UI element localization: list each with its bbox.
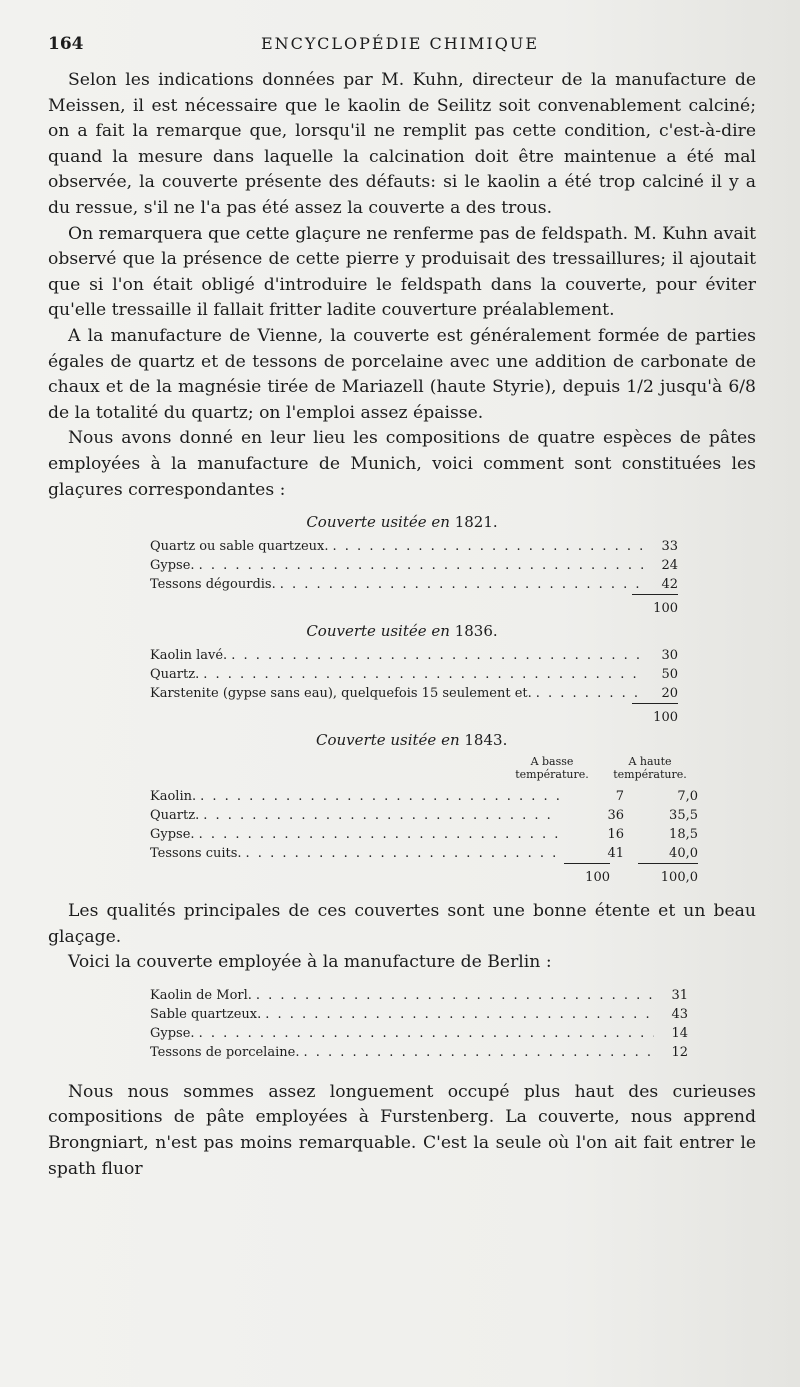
paragraph: A la manufacture de Vienne, la couverte est généralement formée de parties égales de quartz et de tessons de porcelaine avec une addition de carbonate de chaux et de la magnésie tirée de Mariazell (haute Styrie), depuis 1/2 jusqu'à 6/8 de la totalité du quartz; on l'emploi assez épaisse. xyxy=(48,325,756,423)
paragraph: Nous nous sommes assez longuement occupé plus haut des curieuses compositions de pâte employées à Furstenberg. La couverte, nous apprend Brongniart, n'est pas moins remarquable. C'est la seule où l'on ait fait entrer le spath fluor xyxy=(48,1081,756,1179)
paragraph: Selon les indications données par M. Kuhn, directeur de la manufacture de Meissen, il est nécessaire que le kaolin de Seilitz soit convenablement calciné; on a fait la remarque que, lorsqu'il ne remplit pas cette condition, c'est-à-dire quand la mesure dans laquelle la calcination doit être maintenue a été mal observée, la couverte présente des défauts: si le kaolin a été trop calciné il y a du ressue, s'il ne l'a pas été assez la couverte a des trous. xyxy=(48,70,756,218)
table-total: 100 xyxy=(150,703,678,727)
page-header xyxy=(48,34,752,58)
table-row: Tessons de porcelaine. . . . 12 xyxy=(150,1043,688,1062)
table-row: Gypse. . . . 16 18,5 xyxy=(150,825,698,844)
paragraph: Les qualités principales de ces couvertes sont une bonne étente et un beau glaçage. xyxy=(48,901,756,947)
table-1843 xyxy=(150,755,698,887)
table-total: 100 xyxy=(150,594,678,618)
page-number: 164 xyxy=(48,34,84,54)
col-high-temp: A haute température. xyxy=(613,755,687,782)
table-caption-1821: Couverte usitée en 1821. xyxy=(306,513,498,532)
table-row: Tessons dégourdis. . . . 42 xyxy=(150,575,678,594)
table-caption-1836: Couverte usitée en 1836. xyxy=(306,622,498,641)
table-row: Sable quartzeux. . . . 43 xyxy=(150,1005,688,1024)
table-header xyxy=(150,755,698,781)
page-body xyxy=(48,68,756,1182)
table-row: Tessons cuits. . . . 41 40,0 xyxy=(150,844,698,863)
table-row: Karstenite (gypse sans eau), quelquefois 15 seulement et. . . . 20 xyxy=(150,684,678,703)
table-1836 xyxy=(150,646,678,727)
paragraph: Nous avons donné en leur lieu les compositions de quatre espèces de pâtes employées à la manufacture de Munich, voici comment sont constituées les glaçures correspondantes : xyxy=(48,428,756,500)
table-caption-1843: Couverte usitée en 1843. xyxy=(316,731,508,750)
running-title: ENCYCLOPÉDIE CHIMIQUE xyxy=(260,34,540,53)
table-row: Kaolin de Morl. . . . 31 xyxy=(150,986,688,1005)
paragraph: Voici la couverte employée à la manufacture de Berlin : xyxy=(68,952,552,973)
table-row: Gypse. . . . 24 xyxy=(150,556,678,575)
table-total: 100 100,0 xyxy=(150,863,698,887)
table-1821 xyxy=(150,537,678,618)
table-berlin xyxy=(150,986,688,1062)
table-row: Quartz. . . . 50 xyxy=(150,665,678,684)
table-row: Quartz ou sable quartzeux. . . . 33 xyxy=(150,537,678,556)
col-low-temp: A basse température. xyxy=(515,755,589,782)
table-row: Quartz. . . . 36 35,5 xyxy=(150,806,698,825)
table-row: Gypse. . . . 14 xyxy=(150,1024,688,1043)
paragraph: On remarquera que cette glaçure ne renferme pas de feldspath. M. Kuhn avait observé que la présence de cette pierre y produisait des tressaillures; il ajoutait que si l'on était obligé d'introduire le feldspath dans la couverte, pour éviter qu'elle tressaille il fallait fritter ladite couverture préalablement. xyxy=(48,223,756,321)
table-row: Kaolin lavé. . . . 30 xyxy=(150,646,678,665)
table-row: Kaolin. . . . 7 7,0 xyxy=(150,787,698,806)
